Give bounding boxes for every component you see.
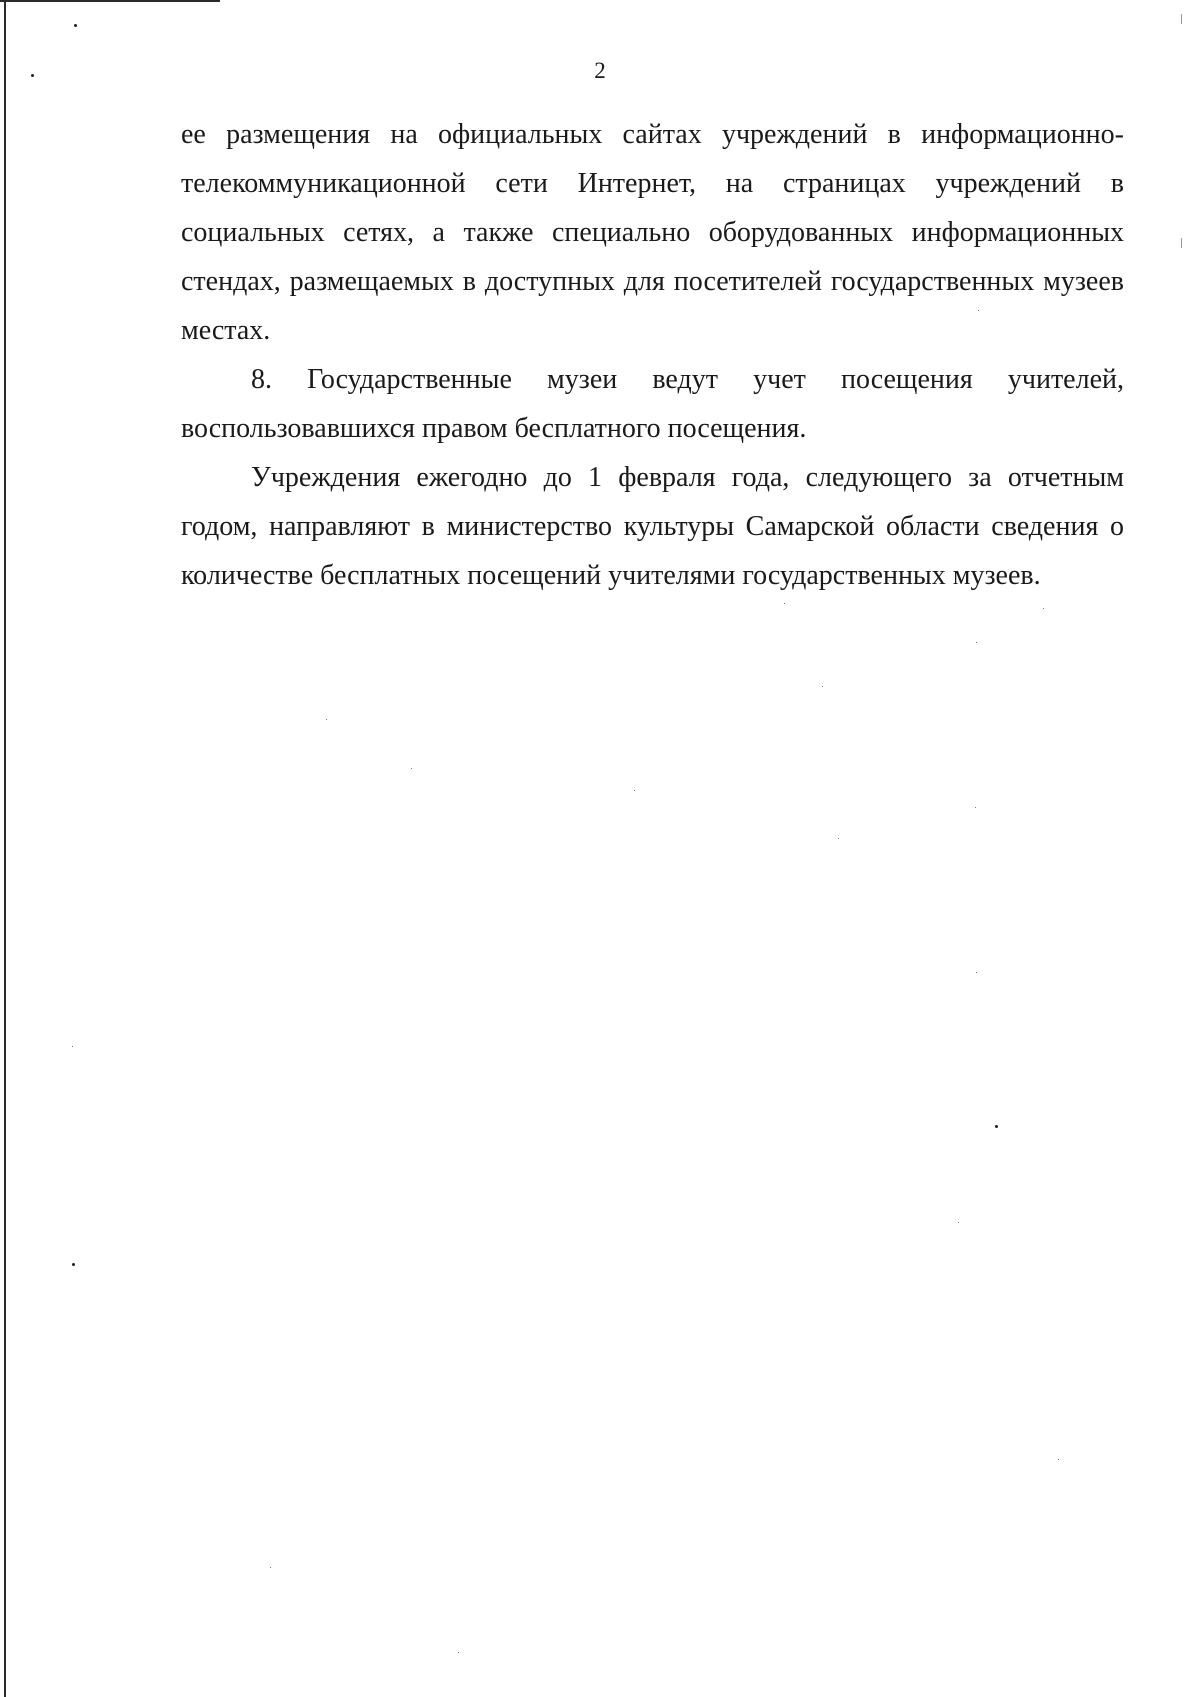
scan-speck (72, 1046, 73, 1047)
scan-edge-mark (1181, 238, 1182, 248)
scan-edge-line (0, 0, 220, 2)
scan-speck (270, 1567, 271, 1568)
scan-dot (72, 1263, 75, 1266)
scan-dot (995, 1125, 998, 1128)
document-body (181, 110, 1124, 600)
scan-speck (1043, 608, 1044, 609)
scan-speck (326, 719, 327, 720)
scan-edge-mark (1181, 14, 1182, 24)
paragraph-reporting: Учреждения ежегодно до 1 февраля года, следующего за отчетным годом, направляют в министерство культуры Самарской области сведения о количестве бесплатных посещений учителями государственных музеев. (181, 462, 1124, 591)
scan-speck (784, 603, 785, 604)
scan-speck (411, 768, 412, 769)
scan-speck (838, 838, 839, 839)
scan-speck (1058, 1459, 1059, 1460)
scan-speck (976, 972, 977, 973)
scan-dot (74, 24, 77, 27)
scan-margin-line (4, 0, 6, 1697)
scan-speck (822, 686, 823, 687)
scan-speck (958, 1222, 959, 1223)
paragraph-continuation: ее размещения на официальных сайтах учреждений в информационно-телекоммуникационной сети Интернет, на страницах учреждений в социальных сетях, а также специально оборудованных информационных стендах, размещаемых в доступных для посетителей государственных музеев местах. (181, 119, 1124, 346)
scan-speck (458, 1652, 459, 1653)
paragraph-item-8: 8. Государственные музеи ведут учет посещения учителей, воспользовавшихся правом бесплатного посещения. (181, 364, 1124, 444)
scan-speck (976, 642, 977, 643)
page-number: 2 (594, 58, 606, 83)
scan-speck (634, 790, 635, 791)
scan-speck (975, 807, 976, 808)
